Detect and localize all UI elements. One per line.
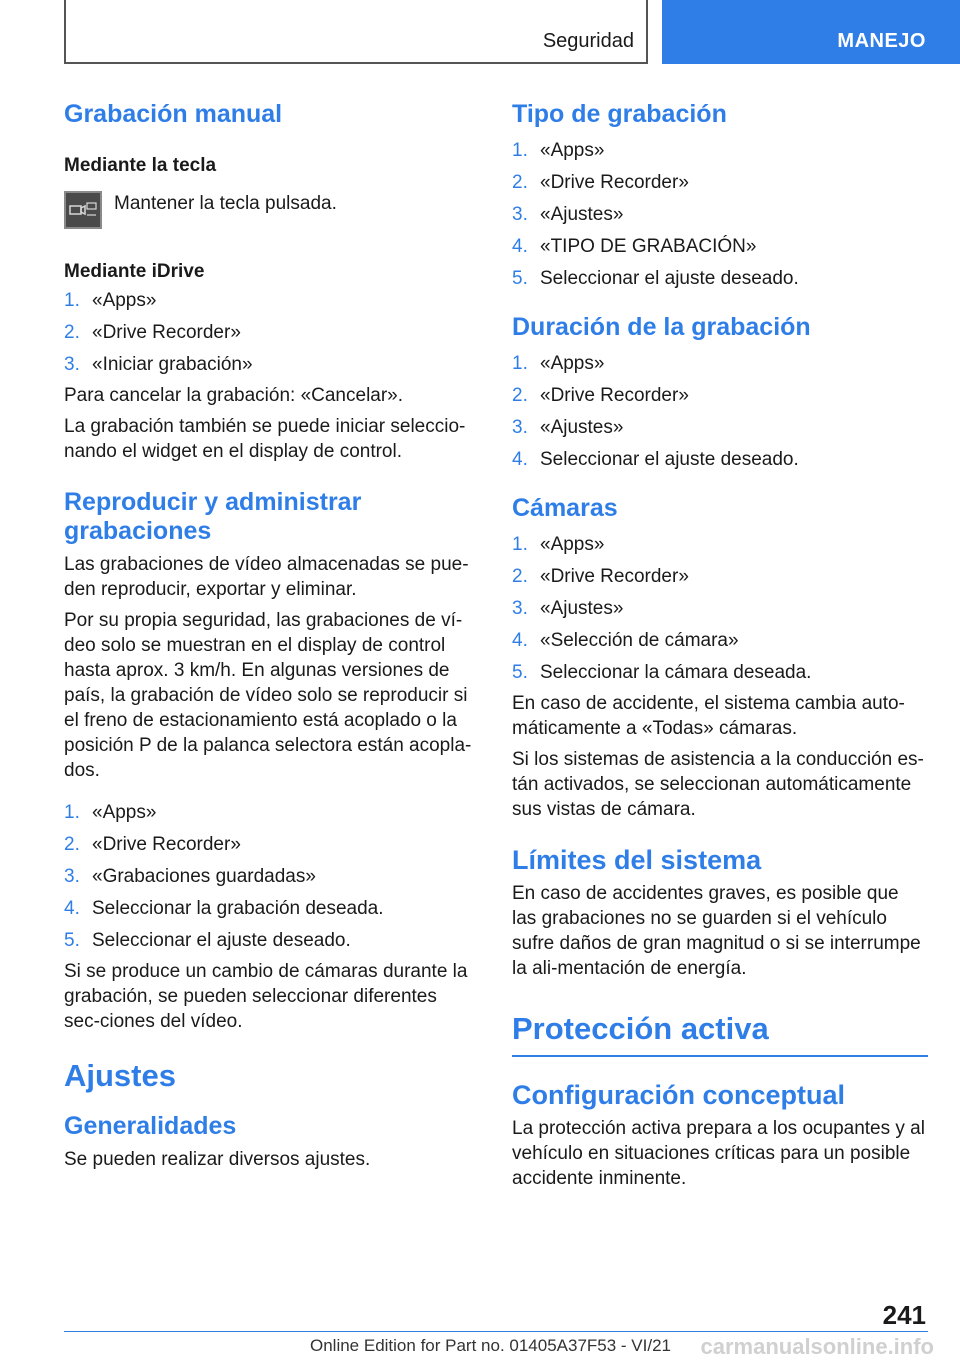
list-item: 1. «Apps» [512, 353, 605, 374]
paragraph-cancelar: Para cancelar la grabación: «Cancelar». [64, 385, 404, 406]
list-item: 1. «Apps» [512, 534, 605, 555]
header-chapter-title: MANEJO [837, 30, 926, 52]
section-rule [512, 1011, 928, 1057]
paragraph-limites: En caso de accidentes graves, es posible que las grabaciones no se guarden si el vehículo sufre daños de gran magnitud o si se interrumpe la ali-mentación de energía. [512, 883, 921, 979]
list-item: 5. Seleccionar el ajuste deseado. [512, 268, 799, 289]
list-item: 2. «Drive Recorder» [64, 322, 241, 343]
paragraph-cambio-camaras: Si se produce un cambio de cámaras durante la grabación, se pueden seleccionar diferentes sec-ciones del vídeo. [64, 961, 468, 1032]
heading-reproducir: Reproducir y administrar grabaciones [64, 488, 362, 545]
paragraph-configuracion: La protección activa prepara a los ocupantes y al vehículo en situaciones críticas para un posible accidente inminente. [512, 1118, 925, 1189]
footer-rule [64, 1331, 928, 1332]
list-item: 2. «Drive Recorder» [64, 834, 241, 855]
list-item: 1. «Apps» [64, 290, 157, 311]
list-item: 3. «Iniciar grabación» [64, 354, 253, 375]
list-item: 4. Seleccionar la grabación deseada. [64, 898, 384, 919]
list-item: 3. «Ajustes» [512, 417, 624, 438]
paragraph-camaras-2: Si los sistemas de asistencia a la conducción es-tán activados, se seleccionan automáticamente sus vistas de cámara. [512, 749, 924, 820]
heading-duracion: Duración de la grabación [512, 313, 811, 341]
list-item: 1. «Apps» [512, 140, 605, 161]
key-instruction [64, 191, 478, 229]
list-item: 3. «Ajustes» [512, 204, 624, 225]
list-item: 5. Seleccionar el ajuste deseado. [64, 930, 351, 951]
heading-tipo-grabacion: Tipo de grabación [512, 100, 727, 128]
heading-grabacion-manual: Grabación manual [64, 100, 283, 128]
paragraph-reproducir-2: Por su propia seguridad, las grabaciones de ví-deo solo se muestran en el display de control hasta aprox. 3 km/h. En algunas versiones de país, la grabación de vídeo solo se reproducir si el freno de estacionamiento está acoplado o la posición P de la palanca selectora están acopla-dos. [64, 610, 472, 781]
paragraph-generalidades: Se pueden realizar diversos ajustes. [64, 1149, 371, 1170]
heading-limites: Límites del sistema [512, 845, 762, 875]
header-chapter-box [662, 0, 960, 64]
list-reproducir-steps [64, 797, 478, 957]
list-item: 3. «Ajustes» [512, 598, 624, 619]
paragraph-reproducir-1: Las grabaciones de vídeo almacenadas se pue-den reproducir, exportar y eliminar. [64, 554, 469, 600]
list-item: 3. «Grabaciones guardadas» [64, 866, 316, 887]
header-section-box [64, 0, 648, 64]
list-item: 2. «Drive Recorder» [512, 385, 689, 406]
key-instruction-text: Mantener la tecla pulsada. [114, 193, 337, 214]
list-item: 2. «Drive Recorder» [512, 566, 689, 587]
list-item: 5. Seleccionar la cámara deseada. [512, 662, 812, 683]
list-tipo-steps [512, 135, 928, 295]
right-column [512, 100, 928, 1191]
list-idrive-steps [64, 285, 478, 381]
paragraph-widget: La grabación también se puede iniciar seleccio-nando el widget en el display de control. [64, 416, 466, 462]
heading-proteccion-activa: Protección activa [512, 1011, 769, 1046]
footer-edition: Online Edition for Part no. 01405A37F53 - VI/21 [310, 1336, 672, 1355]
paragraph-camaras-1: En caso de accidente, el sistema cambia auto-máticamente a «Todas» cámaras. [512, 693, 905, 739]
list-item: 4. «TIPO DE GRABACIÓN» [512, 236, 757, 257]
list-item: 2. «Drive Recorder» [512, 172, 689, 193]
heading-camaras: Cámaras [512, 494, 618, 522]
list-duracion-steps [512, 348, 928, 476]
subheading-mediante-tecla: Mediante la tecla [64, 155, 217, 176]
page-number: 241 [882, 1300, 926, 1330]
left-column [64, 100, 478, 1172]
watermark: carmanualsonline.info [700, 1334, 934, 1359]
drive-recorder-key-icon [64, 191, 102, 229]
heading-ajustes: Ajustes [64, 1058, 176, 1093]
list-item: 4. Seleccionar el ajuste deseado. [512, 449, 799, 470]
list-camaras-steps [512, 529, 928, 689]
heading-generalidades: Generalidades [64, 1112, 237, 1140]
list-item: 4. «Selección de cámara» [512, 630, 739, 651]
heading-configuracion: Configuración conceptual [512, 1080, 846, 1110]
list-item: 1. «Apps» [64, 802, 157, 823]
header-section-title: Seguridad [542, 30, 634, 52]
subheading-mediante-idrive: Mediante iDrive [64, 261, 205, 282]
